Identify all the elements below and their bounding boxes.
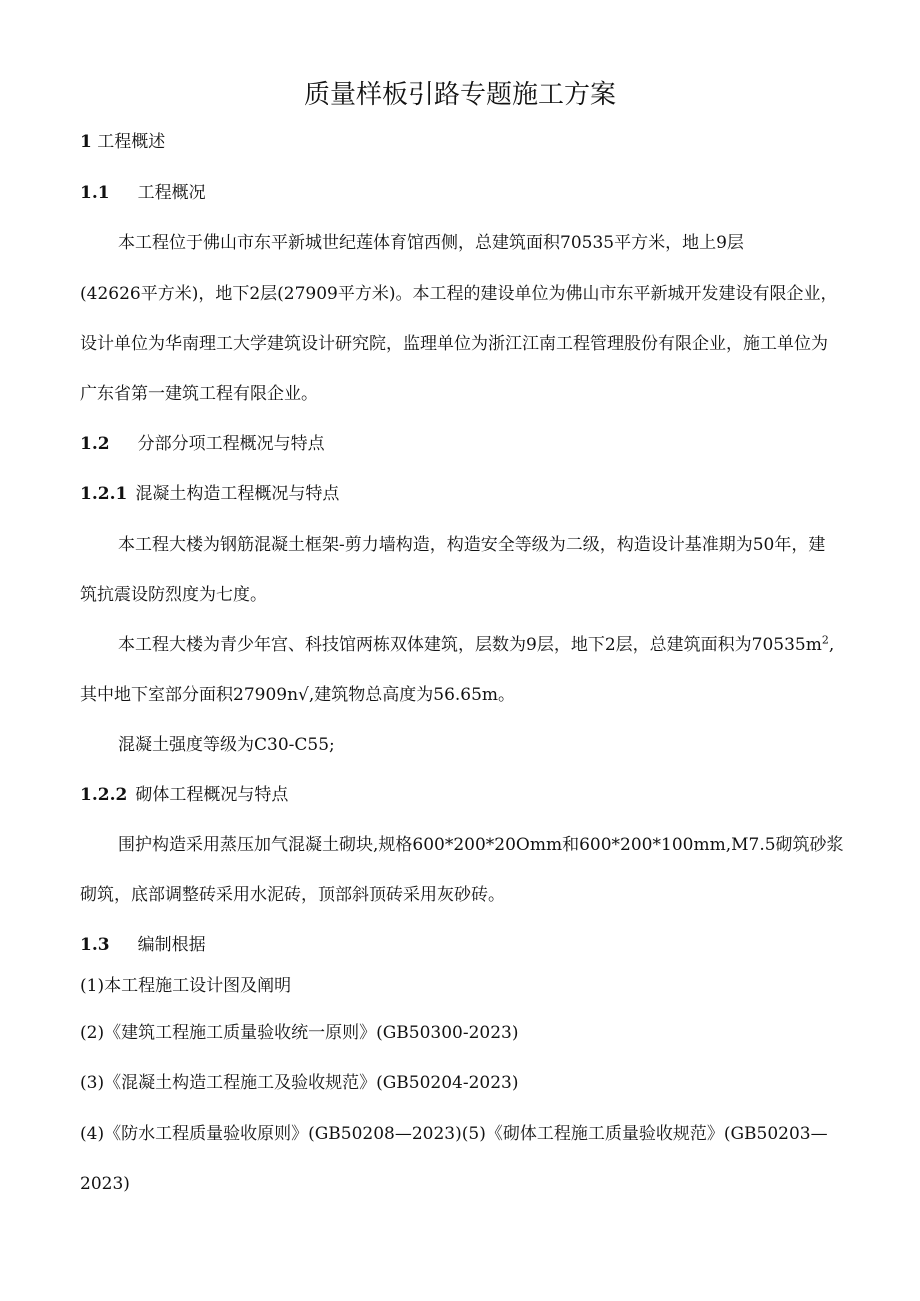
reference-item: (2)《建筑工程施工质量验收统一原则》(GB50300-2023) — [80, 1023, 519, 1043]
section-heading-1 — [80, 130, 165, 154]
paragraph-line: 混凝土强度等级为C30-C55; — [118, 735, 335, 755]
reference-item: 2023) — [80, 1174, 130, 1194]
section-title: 分部分项工程概况与特点 — [137, 434, 325, 454]
section-number: 1.3 — [80, 935, 110, 955]
section-title: 工程概况 — [137, 183, 206, 203]
paragraph-line: (42626平方米)，地下2层(27909平方米)。本工程的建设单位为佛山市东平新城开发建设有限企业， — [80, 284, 838, 304]
section-heading-1-2-2 — [80, 783, 288, 807]
paragraph-line: 广东省第一建筑工程有限企业。 — [80, 384, 318, 404]
section-heading-1-2 — [80, 432, 325, 456]
section-number: 1.2.1 — [80, 484, 128, 504]
paragraph-text: 本工程大楼为青少年宫、科技馆两栋双体建筑，层数为9层，地下2层，总建筑面积为70535m — [118, 635, 822, 655]
reference-item: (3)《混凝土构造工程施工及验收规范》(GB50204-2023) — [80, 1073, 519, 1093]
paragraph-line: 本工程大楼为钢筋混凝土框架-剪力墙构造，构造安全等级为二级，构造设计基准期为50年，建 — [118, 535, 826, 555]
paragraph-line: 砌筑，底部调整砖采用水泥砖，顶部斜顶砖采用灰砂砖。 — [80, 885, 505, 905]
paragraph-line — [118, 633, 834, 657]
section-heading-1-2-1 — [80, 482, 339, 506]
paragraph-line: 其中地下室部分面积27909n√,建筑物总高度为56.65m。 — [80, 685, 516, 705]
section-title: 砌体工程概况与特点 — [135, 785, 289, 805]
reference-item: (1)本工程施工设计图及阐明 — [80, 976, 292, 996]
section-heading-1-1 — [80, 181, 206, 205]
section-title: 编制根据 — [137, 935, 206, 955]
section-heading-1-3 — [80, 933, 206, 957]
paragraph-line: 设计单位为华南理工大学建筑设计研究院，监理单位为浙江江南工程管理股份有限企业，施工单位为 — [80, 334, 828, 354]
reference-item: (4)《防水工程质量验收原则》(GB50208—2023)(5)《砌体工程施工质量验收规范》(GB50203— — [80, 1124, 828, 1144]
section-number: 1.2.2 — [80, 785, 128, 805]
paragraph-line: 本工程位于佛山市东平新城世纪莲体育馆西侧，总建筑面积70535平方米，地上9层 — [118, 233, 744, 253]
paragraph-line: 筑抗震设防烈度为七度。 — [80, 585, 267, 605]
section-title: 工程概述 — [97, 132, 166, 152]
paragraph-line: 围护构造采用蒸压加气混凝土砌块,规格600*200*20Omm和600*200*100mm,M7.5砌筑砂浆 — [118, 835, 844, 855]
section-title: 混凝土构造工程概况与特点 — [135, 484, 340, 504]
section-number: 1.1 — [80, 183, 110, 203]
section-number: 1.2 — [80, 434, 110, 454]
superscript: 2 — [821, 633, 829, 647]
paragraph-text: , — [828, 635, 835, 655]
page-title: 质量样板引路专题施工方案 — [303, 80, 616, 110]
section-number: 1 — [80, 132, 92, 152]
